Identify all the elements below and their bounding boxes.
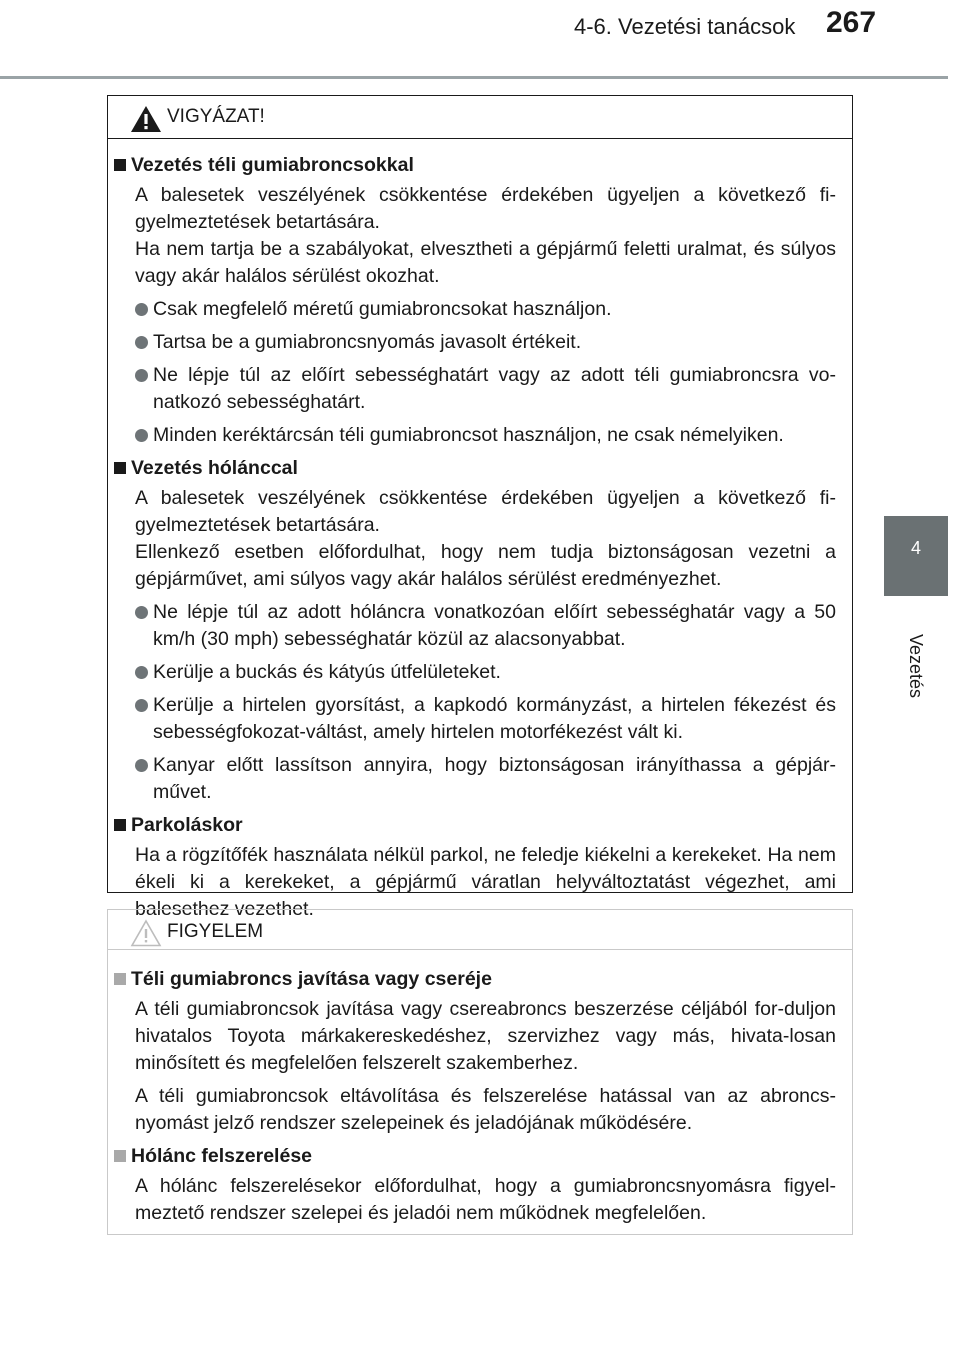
- square-bullet-icon: [114, 1150, 126, 1162]
- header-rule: [0, 76, 948, 79]
- round-bullet-icon: [135, 759, 148, 772]
- list-item: Kerülje a buckás és kátyús útfelületeket.: [114, 659, 836, 686]
- paragraph: A téli gumiabroncsok eltávolítása és felszerelése hatással van az abroncs-nyomást jelző rendszer szelepeinek és jeladójának működésére.: [135, 1085, 836, 1134]
- paragraph: Ha a rögzítőfék használata nélkül parkol, ne feledje kiékelni a kerekeket. Ha nem ékeli ki a kerekeket, a gépjármű váratlan helyváltoztatást végezhet, ami balesethez vezethet.: [135, 844, 836, 920]
- section-title: 4-6. Vezetési tanácsok: [574, 14, 796, 39]
- page-number: 267: [826, 6, 877, 39]
- warning-body: [108, 139, 852, 923]
- round-bullet-icon: [135, 369, 148, 382]
- section-heading: Hólánc felszerelése: [114, 1143, 836, 1170]
- paragraph: A hólánc felszerelésekor előfordulhat, hogy a gumiabroncsnyomásra figyel-meztető rendszer szelepei és jeladói nem működnek megfelelően.: [135, 1175, 836, 1224]
- round-bullet-icon: [135, 303, 148, 316]
- round-bullet-icon: [135, 666, 148, 679]
- square-bullet-icon: [114, 462, 126, 474]
- caution-box: [107, 909, 853, 1235]
- section-heading: Parkoláskor: [114, 812, 836, 839]
- paragraph: A balesetek veszélyének csökkentése érdekében ügyeljen a következő fi-gyelmeztetések betartására. Ellenkező esetben előfordulhat, hogy nem tudja biztonságosan vezetni a gépjárművet, ami súlyos vagy akár halálos sérülést eredményezhet.: [135, 487, 836, 590]
- warning-title: VIGYÁZAT!: [167, 106, 265, 127]
- warning-icon: [130, 105, 162, 133]
- round-bullet-icon: [135, 429, 148, 442]
- list-item: Kerülje a hirtelen gyorsítást, a kapkodó kormányzást, a hirtelen fékezést és sebességfokozat-váltást, amely hirtelen motorfékezést vált ki.: [114, 692, 836, 746]
- round-bullet-icon: [135, 606, 148, 619]
- warning-header: [108, 96, 852, 139]
- warning-box: [107, 95, 853, 920]
- chapter-tab: [884, 516, 948, 596]
- list-item: Ne lépje túl az adott hóláncra vonatkozóan előírt sebességhatár vagy a 50 km/h (30 mph) sebességhatár közül az alacsonyabbat.: [114, 599, 836, 653]
- square-bullet-icon: [114, 973, 126, 985]
- caution-title: FIGYELEM: [167, 921, 264, 942]
- square-bullet-icon: [114, 159, 126, 171]
- paragraph: A balesetek veszélyének csökkentése érdekében ügyeljen a következő fi-gyelmeztetések betartására. Ha nem tartja be a szabályokat, elvesztheti a gépjármű feletti uralmat, és súlyos vagy akár halálos sérülést okozhat.: [135, 184, 836, 287]
- section-heading: Vezetés téli gumiabroncsokkal: [114, 152, 836, 179]
- chapter-number: 4: [910, 538, 921, 558]
- section-heading: Téli gumiabroncs javítása vagy cseréje: [114, 966, 836, 993]
- round-bullet-icon: [135, 699, 148, 712]
- list-item: Kanyar előtt lassítson annyira, hogy biztonságosan irányíthassa a gépjár-művet.: [114, 752, 836, 806]
- list-item: Tartsa be a gumiabroncsnyomás javasolt értékeit.: [114, 329, 836, 356]
- paragraph: A téli gumiabroncsok javítása vagy csereabroncs beszerzése céljából for-duljon hivatalos Toyota márkakereskedéshez, szervizhez vagy más, hivata-losan minősített és megfelelően felszerelt szakemberhez.: [135, 998, 836, 1074]
- caution-icon: [130, 919, 162, 947]
- square-bullet-icon: [114, 819, 126, 831]
- round-bullet-icon: [135, 336, 148, 349]
- chapter-label: Vezetés: [906, 633, 926, 699]
- list-item: Ne lépje túl az előírt sebességhatárt vagy az adott téli gumiabroncsra vo-natkozó sebességhatárt.: [114, 362, 836, 416]
- caution-header: [108, 910, 852, 950]
- section-heading: Vezetés hólánccal: [114, 455, 836, 482]
- list-item: Csak megfelelő méretű gumiabroncsokat használjon.: [114, 296, 836, 323]
- list-item: Minden keréktárcsán téli gumiabroncsot használjon, ne csak némelyiken.: [114, 422, 836, 449]
- caution-body: [108, 950, 852, 1227]
